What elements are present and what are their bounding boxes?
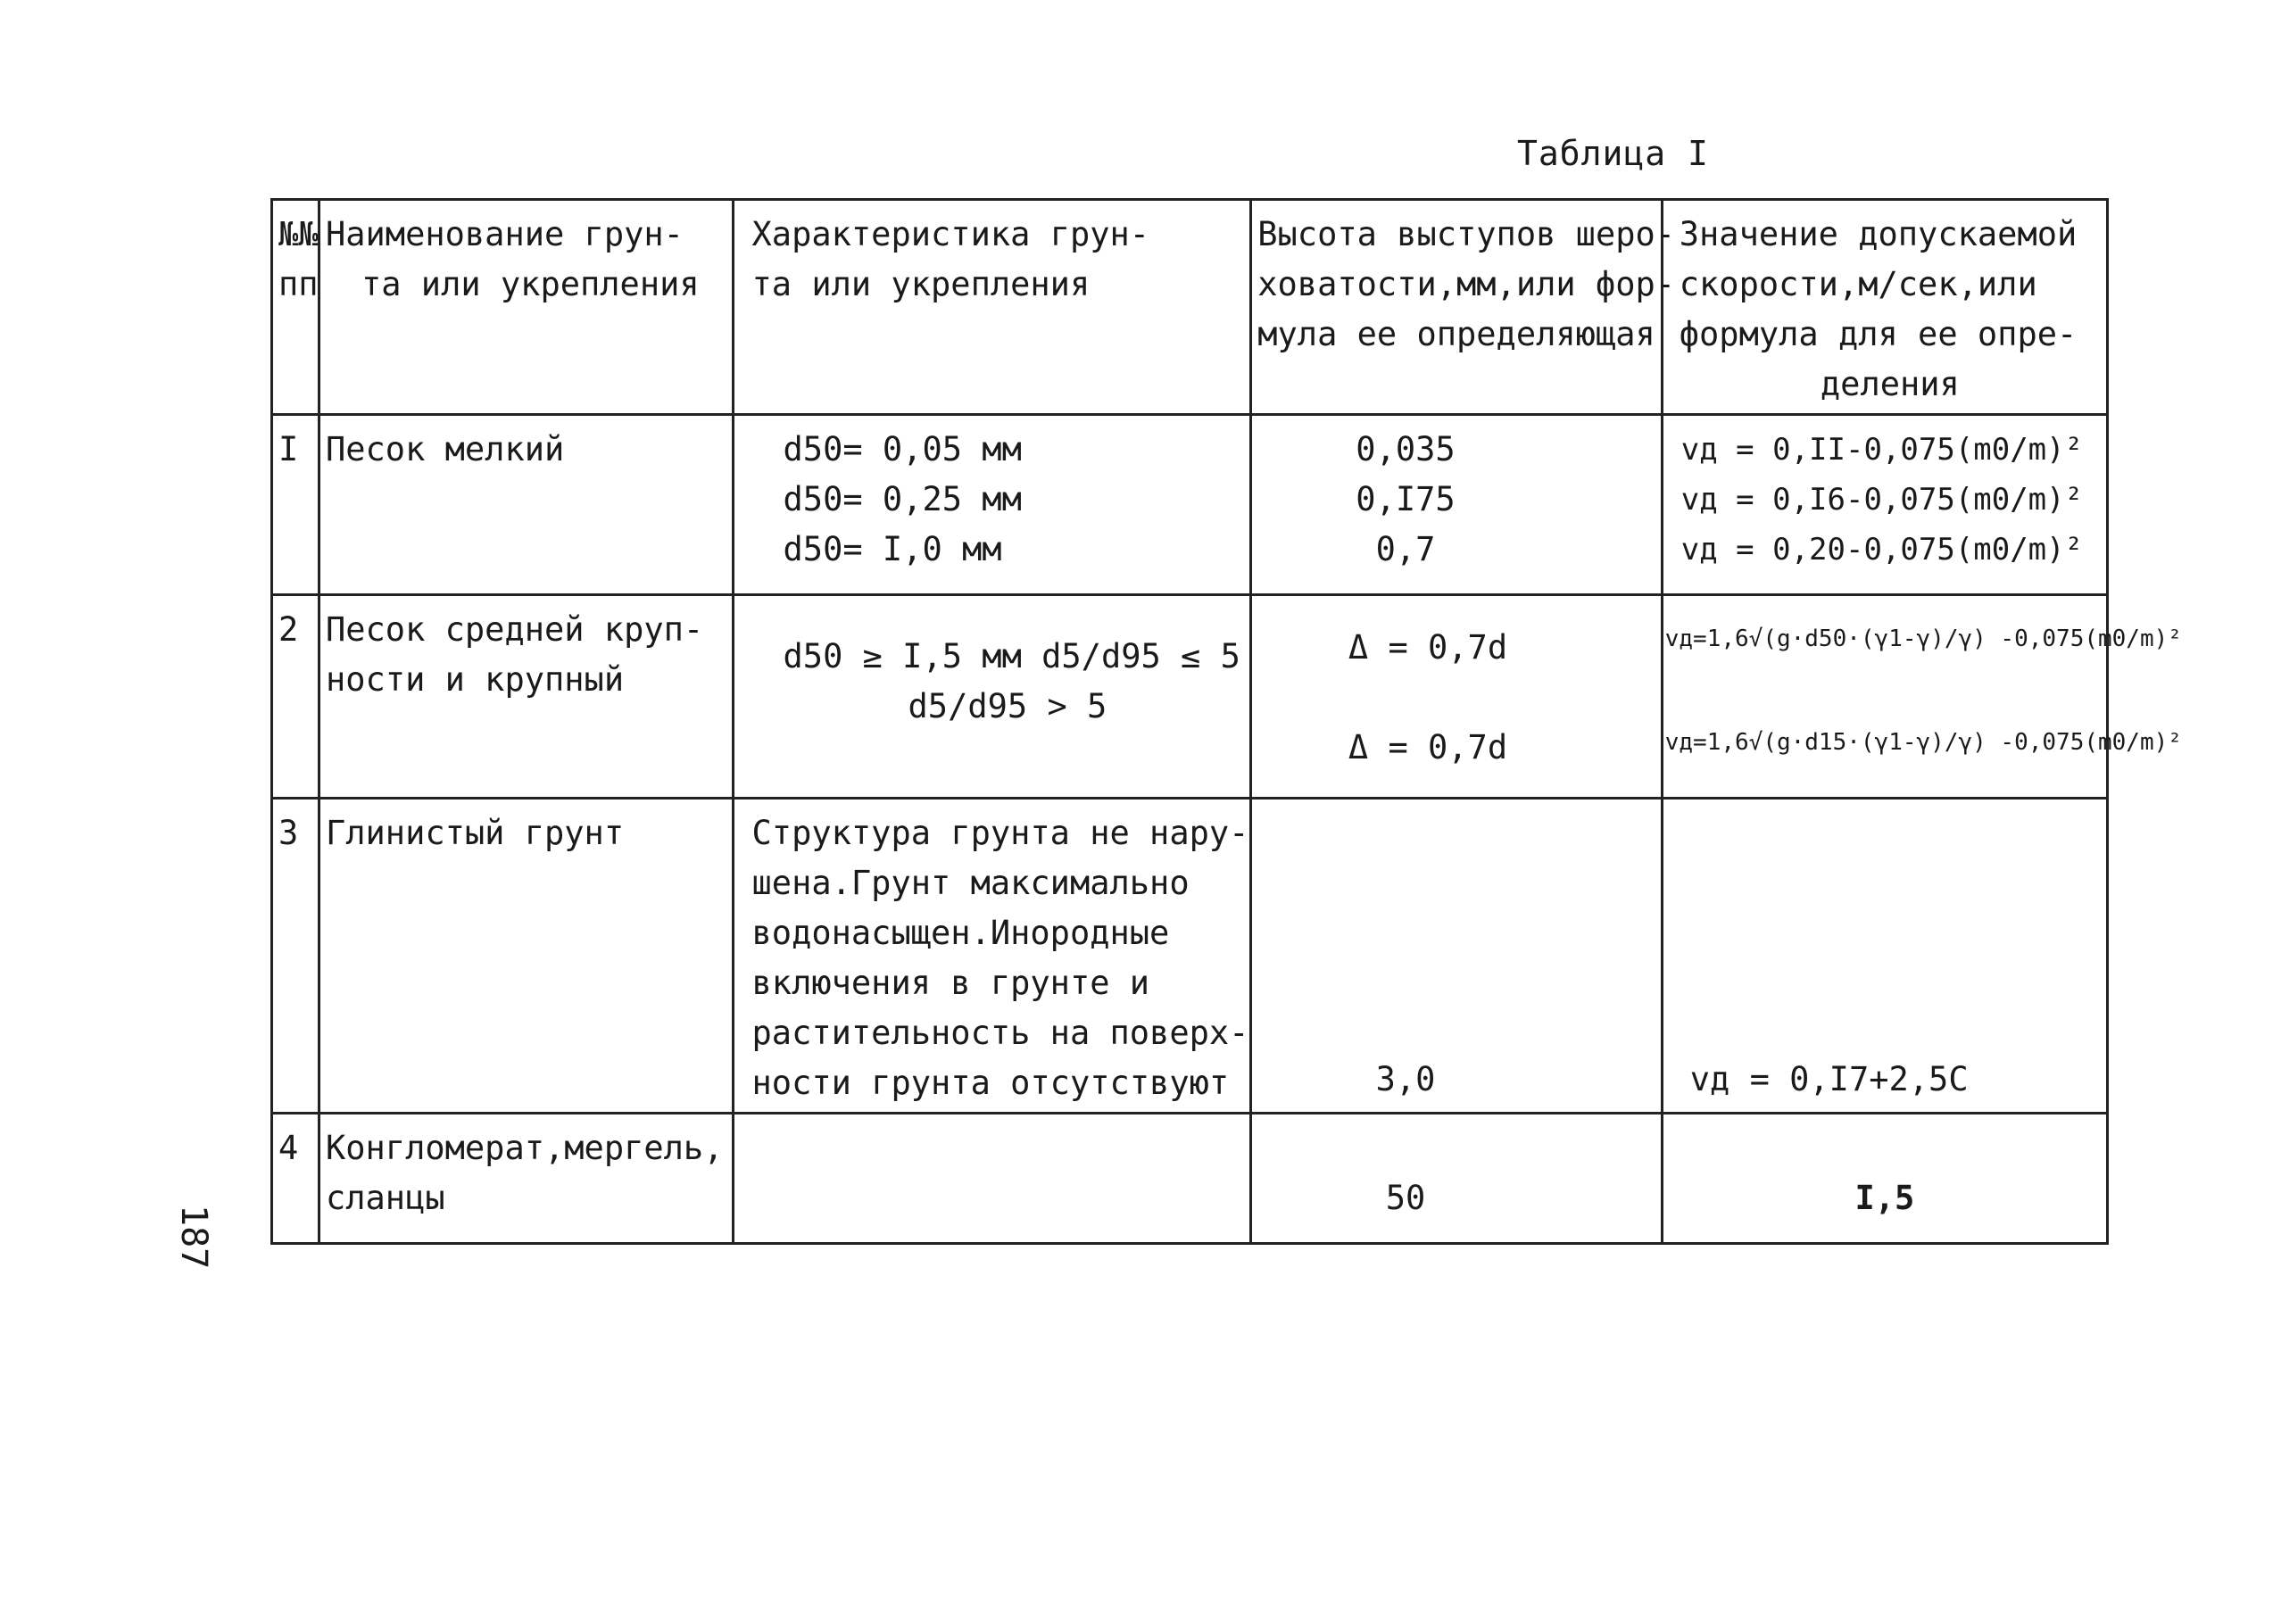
row-number: 4	[272, 1114, 319, 1244]
table-row	[272, 1114, 2108, 1244]
roughness-height: Δ = 0,7d Δ = 0,7d	[1251, 595, 1663, 799]
header-roughness-height: Высота выступов шеро- ховатости,мм,или фор- мула ее определяющая	[1251, 200, 1663, 415]
header-soil-name: Наименование грун- та или укрепления	[319, 200, 733, 415]
allowed-velocity: vд = 0,II-0,075(m0/m)² vд = 0,I6-0,075(m0/m)² vд = 0,20-0,075(m0/m)²	[1662, 415, 2107, 595]
header-soil-characteristic: Характеристика грун- та или укрепления	[733, 200, 1251, 415]
soil-characteristic: d50= 0,05 мм d50= 0,25 мм d50= I,0 мм	[733, 415, 1251, 595]
row-number: I	[272, 415, 319, 595]
roughness-height: 0,035 0,I75 0,7	[1251, 415, 1663, 595]
soil-name: Глинистый грунт	[319, 799, 733, 1114]
table-header-row	[272, 200, 2108, 415]
allowed-velocity: vд = 0,I7+2,5C	[1662, 799, 2107, 1114]
soil-name: Конгломерат,мергель, сланцы	[319, 1114, 733, 1244]
roughness-height: 3,0	[1251, 799, 1663, 1114]
allowed-velocity: I,5	[1662, 1114, 2107, 1244]
soil-name: Песок средней круп- ности и крупный	[319, 595, 733, 799]
soil-name: Песок мелкий	[319, 415, 733, 595]
header-allowed-velocity: Значение допускаемой скорости,м/сек,или формула для ее опре- деления	[1662, 200, 2107, 415]
row-number: 3	[272, 799, 319, 1114]
table-row	[272, 415, 2108, 595]
page-number: 187	[173, 1205, 214, 1270]
header-number: №№ пп	[272, 200, 319, 415]
table-row	[272, 595, 2108, 799]
allowed-velocity: vд=1,6√(g·d50·(γ1-γ)/γ) -0,075(m0/m)² vд=1,6√(g·d15·(γ1-γ)/γ) -0,075(m0/m)²	[1662, 595, 2107, 799]
soil-characteristic: d50 ≥ I,5 мм d5/d95 ≤ 5 d5/d95 > 5	[733, 595, 1251, 799]
roughness-height: 50	[1251, 1114, 1663, 1244]
soil-characteristic	[733, 1114, 1251, 1244]
table-row	[272, 799, 2108, 1114]
soil-characteristic: Структура грунта не нару- шена.Грунт максимально водонасыщен.Инородные включения в грунте и растительность на поверх- ности грунта отсутствуют	[733, 799, 1251, 1114]
row-number: 2	[272, 595, 319, 799]
table-title: Таблица I	[1517, 134, 1709, 173]
soil-velocity-table	[270, 198, 2182, 1245]
